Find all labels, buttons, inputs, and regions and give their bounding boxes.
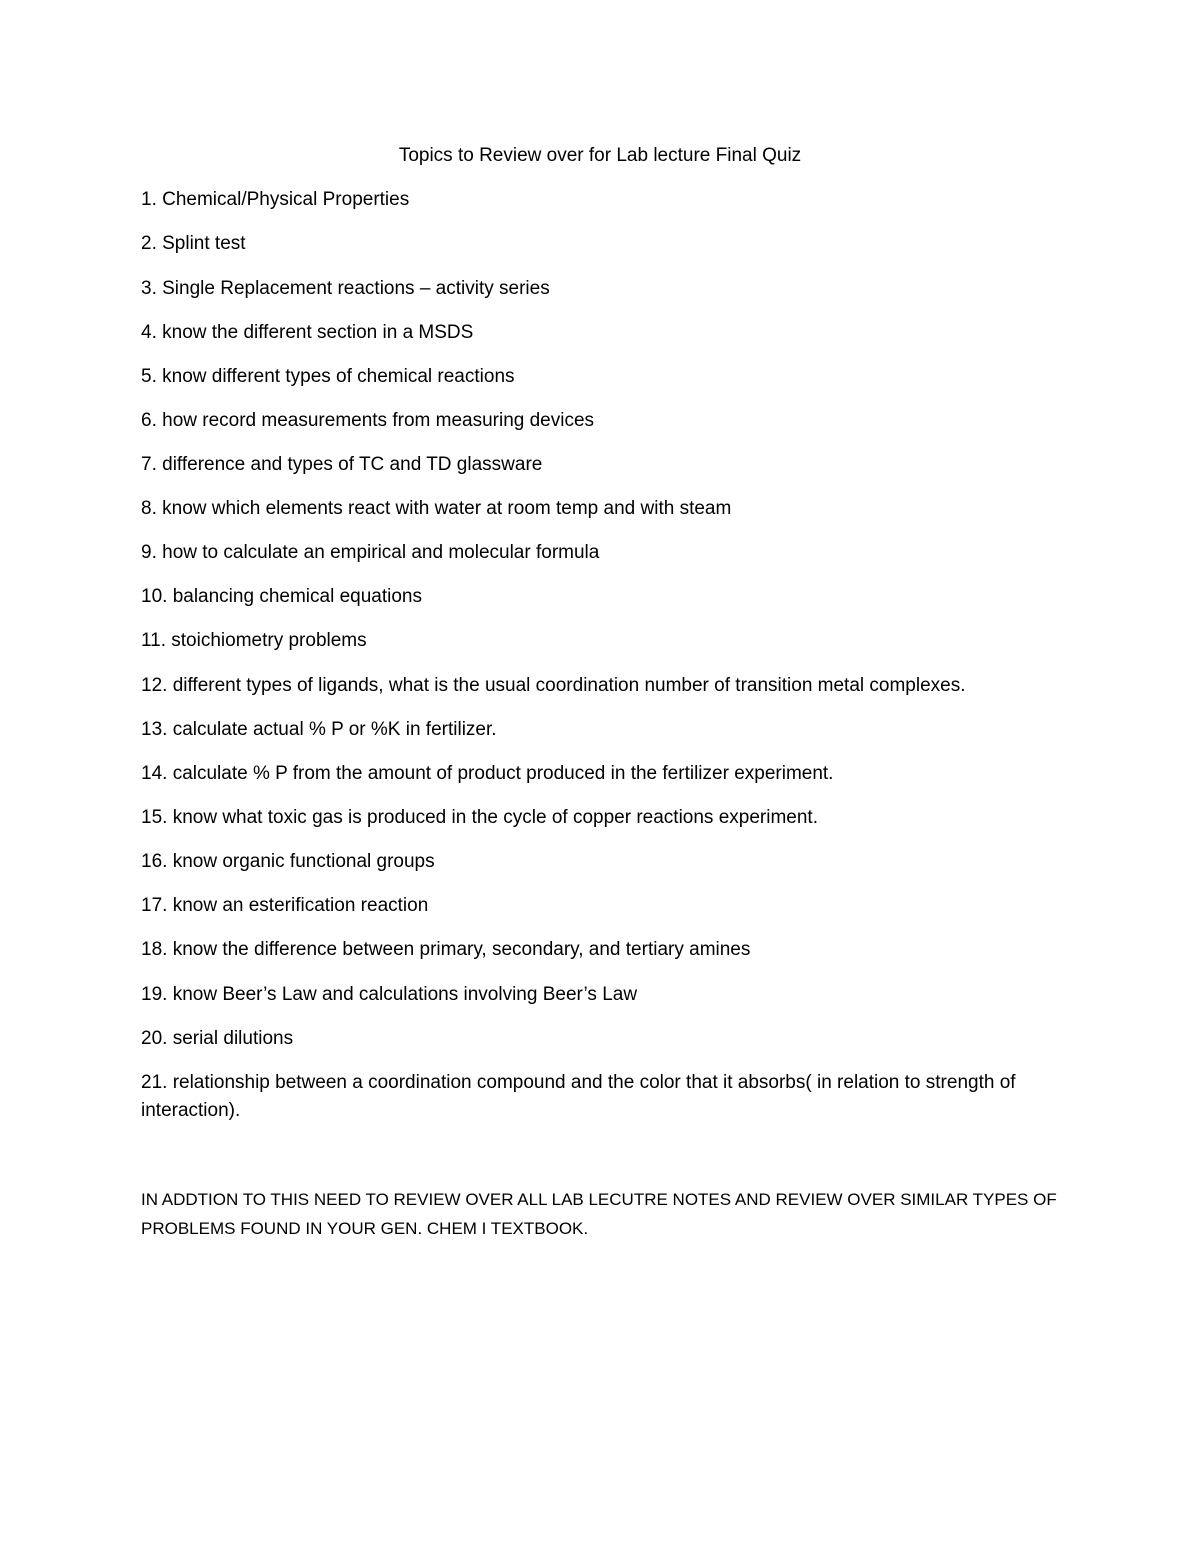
list-item: 6. how record measurements from measuring devices: [141, 410, 595, 431]
list-item: 19. know Beer’s Law and calculations involving Beer’s Law: [141, 984, 638, 1005]
page-title: Topics to Review over for Lab lecture Final Quiz: [398, 145, 802, 166]
list-item: 8. know which elements react with water at room temp and with steam: [141, 498, 732, 519]
list-item: 10. balancing chemical equations: [141, 586, 422, 607]
list-item: 20. serial dilutions: [141, 1028, 294, 1049]
list-item: 2. Splint test: [141, 233, 246, 254]
list-item: 15. know what toxic gas is produced in the cycle of copper reactions experiment.: [141, 807, 818, 828]
list-item: 9. how to calculate an empirical and molecular formula: [141, 542, 600, 563]
list-item: 16. know organic functional groups: [141, 851, 435, 872]
list-item: 11. stoichiometry problems: [141, 630, 367, 651]
list-item: 5. know different types of chemical reactions: [141, 366, 515, 387]
list-item: 14. calculate % P from the amount of product produced in the fertilizer experiment.: [141, 763, 834, 784]
review-note: IN ADDTION TO THIS NEED TO REVIEW OVER ALL LAB LECUTRE NOTES AND REVIEW OVER SIMILAR TYPES OF PROBLEMS FOUND IN YOUR GEN. CHEM I TEXTBOOK.: [141, 1190, 1057, 1238]
list-item: 7. difference and types of TC and TD glassware: [141, 454, 543, 475]
list-item: 12. different types of ligands, what is the usual coordination number of transition metal complexes.: [141, 675, 966, 696]
list-item: 17. know an esterification reaction: [141, 895, 429, 916]
list-item: 3. Single Replacement reactions – activity series: [141, 278, 550, 299]
list-item: 21. relationship between a coordination compound and the color that it absorbs( in relation to strength of interaction).: [141, 1072, 1016, 1121]
list-item: 1. Chemical/Physical Properties: [141, 189, 410, 210]
list-item: 4. know the different section in a MSDS: [141, 322, 474, 343]
list-item: 18. know the difference between primary, secondary, and tertiary amines: [141, 939, 751, 960]
list-item: 13. calculate actual % P or %K in fertilizer.: [141, 719, 497, 740]
